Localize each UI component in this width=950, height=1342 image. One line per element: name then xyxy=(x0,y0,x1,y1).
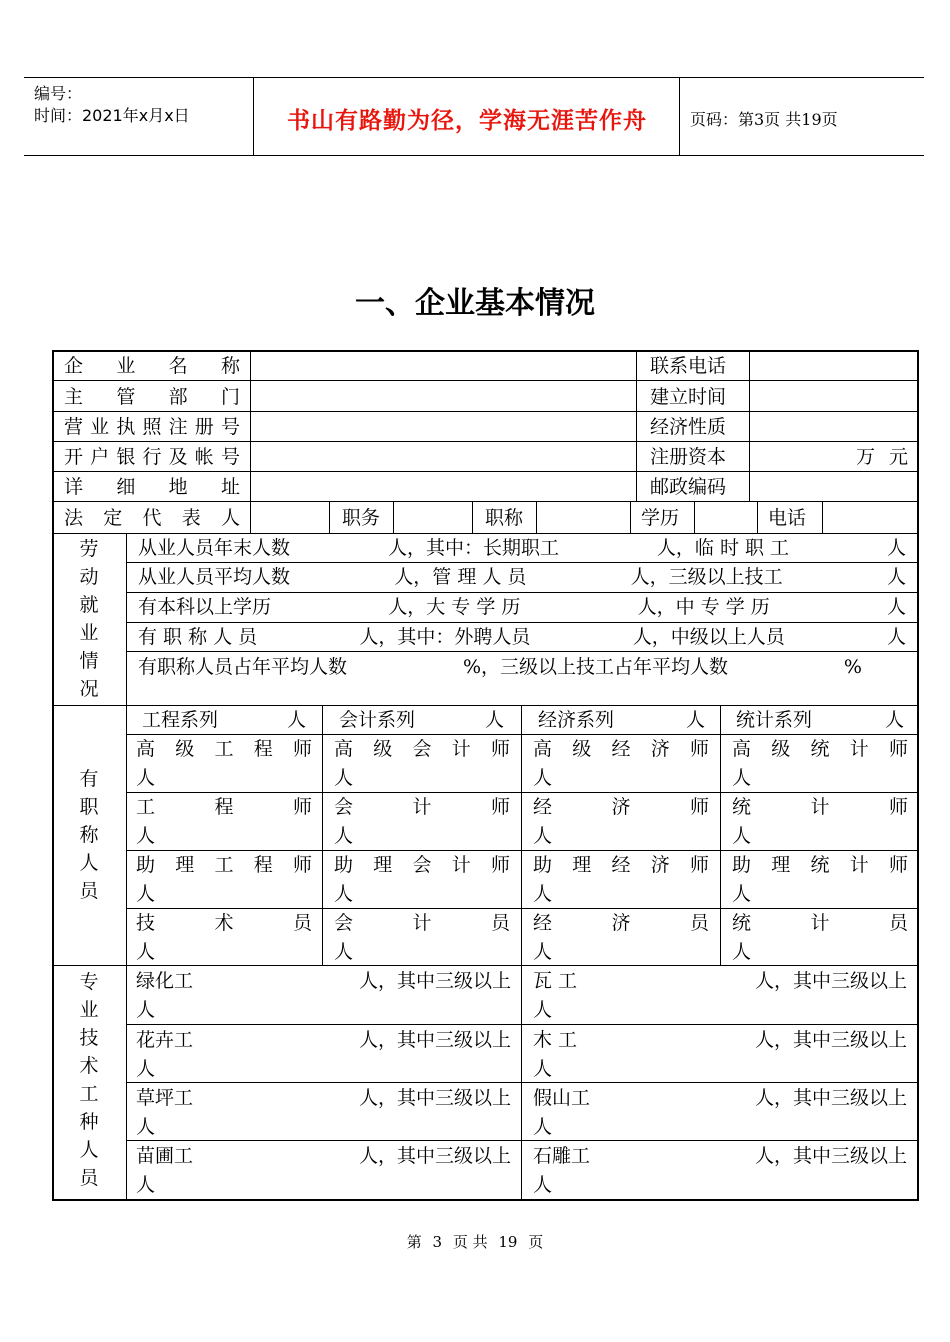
label-char: 统 xyxy=(810,738,830,760)
skill-suffix: 人，其中三级以上 xyxy=(754,1145,907,1167)
label-char: 理 xyxy=(771,854,791,876)
label-char: 员 xyxy=(490,912,510,934)
col-divider xyxy=(250,350,251,533)
label-char: 计 xyxy=(849,738,869,760)
skilled-cell-unit: 人 xyxy=(533,999,553,1021)
label-char: 经 xyxy=(611,854,631,876)
titled-cell-label xyxy=(732,793,908,822)
footer-mid: 页 共 xyxy=(452,1233,488,1251)
titled-cell-label xyxy=(533,909,709,938)
label-char: 济 xyxy=(650,738,670,760)
col-divider xyxy=(536,501,537,533)
labor-line-2 xyxy=(138,563,906,591)
col-divider xyxy=(636,350,637,501)
label-char: 统 xyxy=(732,912,752,934)
skilled-cell-line xyxy=(136,1026,511,1055)
skilled-cell-unit: 人 xyxy=(533,1116,553,1138)
label-char: 会 xyxy=(334,912,354,934)
label-license-no xyxy=(64,413,240,441)
series-statistics: 统计系列 xyxy=(736,709,813,731)
label-position: 职务 xyxy=(342,507,381,529)
label-phone: 电话 xyxy=(768,507,807,529)
titled-cell xyxy=(732,735,908,793)
labor-text: % xyxy=(843,656,862,678)
label-char: 级 xyxy=(572,738,592,760)
label-char: 门 xyxy=(220,386,240,408)
label-char: 师 xyxy=(490,854,510,876)
label-char: 管 xyxy=(116,386,136,408)
col-divider xyxy=(822,501,823,533)
label-char: 员 xyxy=(292,912,312,934)
titled-cell-unit: 人 xyxy=(533,767,553,789)
titled-cell-label xyxy=(136,851,312,880)
label-char: 员 xyxy=(689,912,709,934)
skill-suffix: 人，其中三级以上 xyxy=(358,1087,511,1109)
titled-cell-label xyxy=(136,735,312,764)
titled-cell-label xyxy=(533,851,709,880)
section-skilled-label: 专业技术工种人员 xyxy=(79,971,99,1189)
row-divider xyxy=(52,501,919,502)
label-char: 助 xyxy=(334,854,354,876)
titled-cell xyxy=(334,851,510,909)
skill-suffix: 人，其中三级以上 xyxy=(358,970,511,992)
label-char: 人 xyxy=(220,507,240,529)
titled-cell-label xyxy=(334,909,510,938)
skilled-cell-unit: 人 xyxy=(136,1058,156,1080)
skill-name: 草坪工 xyxy=(136,1087,194,1109)
label-department xyxy=(64,383,240,411)
label-char: 经 xyxy=(533,912,553,934)
label-char: 册 xyxy=(194,416,214,438)
titled-cell xyxy=(732,793,908,851)
skilled-cell-line xyxy=(533,1142,907,1171)
footer-prefix: 第 xyxy=(406,1233,422,1251)
skill-suffix: 人，其中三级以上 xyxy=(754,1029,907,1051)
titled-cell-unit: 人 xyxy=(334,825,354,847)
titled-cell-unit: 人 xyxy=(136,941,156,963)
label-char: 名 xyxy=(168,355,188,377)
labor-line-4 xyxy=(138,623,906,651)
page-title: 一、企业基本情况 xyxy=(355,286,595,321)
titled-cell xyxy=(732,909,908,967)
label-char: 计 xyxy=(810,912,830,934)
labor-text: 从业人员平均人数 xyxy=(138,566,291,588)
row-divider xyxy=(126,651,919,652)
series-unit: 人 xyxy=(686,709,706,731)
label-char: 会 xyxy=(334,796,354,818)
labor-text: 人，中 专 学 历 xyxy=(637,596,770,618)
skilled-cell xyxy=(136,1084,511,1142)
label-char: 代 xyxy=(142,507,162,529)
skilled-cell-unit: 人 xyxy=(136,1116,156,1138)
titled-cell-unit: 人 xyxy=(533,825,553,847)
titled-cell-unit: 人 xyxy=(732,767,752,789)
series-engineering: 工程系列 xyxy=(142,709,219,731)
label-char: 会 xyxy=(412,738,432,760)
skilled-cell xyxy=(136,1026,511,1084)
labor-text: 人 xyxy=(886,596,906,618)
label-char: 济 xyxy=(650,854,670,876)
col-divider xyxy=(630,501,631,533)
skill-name: 石雕工 xyxy=(533,1145,591,1167)
titled-cell xyxy=(533,793,709,851)
label-char: 师 xyxy=(888,796,908,818)
col-divider xyxy=(749,350,750,501)
titled-cell xyxy=(136,909,312,967)
label-char: 济 xyxy=(611,796,631,818)
titled-cell-label xyxy=(732,909,908,938)
titled-cell-label xyxy=(732,735,908,764)
row-divider xyxy=(52,471,919,472)
skilled-cell xyxy=(533,1026,907,1084)
labor-line-3 xyxy=(138,593,906,621)
label-char: 经 xyxy=(611,738,631,760)
footer-total: 19 xyxy=(498,1233,518,1251)
label-char: 高 xyxy=(732,738,752,760)
label-char: 员 xyxy=(888,912,908,934)
label-char: 级 xyxy=(175,738,195,760)
label-char: 统 xyxy=(810,854,830,876)
labor-text: 有职称人员占年平均人数 xyxy=(138,656,348,678)
section-titled-label: 有职称人员 xyxy=(79,768,99,902)
header-page-info: 页码：第3页 共19页 xyxy=(690,110,838,129)
skilled-cell-line xyxy=(136,967,511,996)
titled-cell-label xyxy=(136,793,312,822)
row-divider xyxy=(52,411,919,412)
label-char: 号 xyxy=(220,446,240,468)
titled-cell xyxy=(136,735,312,793)
label-char: 工 xyxy=(214,738,234,760)
footer-current: 3 xyxy=(432,1233,443,1251)
skill-name: 苗圃工 xyxy=(136,1145,194,1167)
titled-cell-unit: 人 xyxy=(732,825,752,847)
label-char: 计 xyxy=(412,912,432,934)
col-divider xyxy=(521,705,522,1201)
label-char: 万 xyxy=(856,446,876,468)
label-char: 理 xyxy=(373,854,393,876)
label-char: 助 xyxy=(732,854,752,876)
skilled-cell xyxy=(533,1142,907,1200)
labor-text: 人，其中：长期职工 xyxy=(387,537,559,559)
label-char: 师 xyxy=(689,738,709,760)
skill-name: 绿化工 xyxy=(136,970,194,992)
label-char: 号 xyxy=(220,416,240,438)
skilled-cell-line xyxy=(136,1084,511,1113)
label-char: 师 xyxy=(689,796,709,818)
labor-text: 有 职 称 人 员 xyxy=(138,626,258,648)
header-time: 时间：2021年x月x日 xyxy=(34,106,190,125)
titled-cell-unit: 人 xyxy=(136,767,156,789)
skilled-cell-line xyxy=(136,1142,511,1171)
label-char: 户 xyxy=(90,446,110,468)
skilled-cell-line xyxy=(533,1026,907,1055)
label-char: 计 xyxy=(412,796,432,818)
label-address xyxy=(64,473,240,501)
labor-text: 人 xyxy=(886,626,906,648)
label-title-rank: 职称 xyxy=(485,507,524,529)
label-char: 计 xyxy=(451,854,471,876)
labor-text: 人，大 专 学 历 xyxy=(388,596,521,618)
col-divider xyxy=(720,705,721,965)
label-char: 表 xyxy=(181,507,201,529)
label-char: 经 xyxy=(533,796,553,818)
titled-cell-unit: 人 xyxy=(533,941,553,963)
skill-suffix: 人，其中三级以上 xyxy=(358,1029,511,1051)
label-char: 行 xyxy=(142,446,162,468)
label-char: 细 xyxy=(116,476,136,498)
titled-cell xyxy=(732,851,908,909)
label-char: 师 xyxy=(888,854,908,876)
titled-cell-label xyxy=(732,851,908,880)
skilled-cell-unit: 人 xyxy=(533,1058,553,1080)
titled-cell xyxy=(533,851,709,909)
titled-cell-label xyxy=(136,909,312,938)
series-unit: 人 xyxy=(885,709,905,731)
label-char: 级 xyxy=(771,738,791,760)
label-char: 法 xyxy=(64,507,84,529)
titled-cell-label xyxy=(334,851,510,880)
labor-text: %，三级以上技工占年平均人数 xyxy=(462,656,728,678)
label-char: 师 xyxy=(490,796,510,818)
document-header xyxy=(24,77,924,156)
label-char: 址 xyxy=(220,476,240,498)
label-char: 统 xyxy=(732,796,752,818)
titled-cell-unit: 人 xyxy=(334,883,354,905)
labor-text: 人，临 时 职 工 xyxy=(656,537,790,559)
skilled-cell-line xyxy=(533,1084,907,1113)
label-char: 理 xyxy=(572,854,592,876)
labor-text: 人，三级以上技工 xyxy=(630,566,783,588)
header-divider xyxy=(679,78,680,155)
label-char: 程 xyxy=(253,854,273,876)
col-divider xyxy=(472,501,473,533)
titled-cell-label xyxy=(334,735,510,764)
skill-suffix: 人，其中三级以上 xyxy=(754,1087,907,1109)
skilled-cell xyxy=(136,1142,511,1200)
label-char: 主 xyxy=(64,386,84,408)
label-postal-code: 邮政编码 xyxy=(650,476,727,498)
label-char: 师 xyxy=(292,854,312,876)
label-char: 定 xyxy=(103,507,123,529)
titled-cell-label xyxy=(533,793,709,822)
label-char: 计 xyxy=(451,738,471,760)
label-char: 助 xyxy=(136,854,156,876)
label-char: 师 xyxy=(689,854,709,876)
titled-cell-unit: 人 xyxy=(334,767,354,789)
labor-text: 人 xyxy=(886,566,906,588)
label-char: 师 xyxy=(888,738,908,760)
label-char: 术 xyxy=(214,912,234,934)
skill-suffix: 人，其中三级以上 xyxy=(358,1145,511,1167)
label-char: 银 xyxy=(116,446,136,468)
labor-line-1 xyxy=(138,534,906,562)
label-char: 助 xyxy=(533,854,553,876)
label-char: 理 xyxy=(175,854,195,876)
skill-name: 花卉工 xyxy=(136,1029,194,1051)
row-divider xyxy=(52,441,919,442)
titled-cell xyxy=(533,735,709,793)
titled-cell-unit: 人 xyxy=(732,883,752,905)
capital-unit xyxy=(856,443,908,471)
titled-cell-label xyxy=(533,735,709,764)
label-registered-capital: 注册资本 xyxy=(650,446,727,468)
label-char: 工 xyxy=(214,854,234,876)
series-economics: 经济系列 xyxy=(538,709,615,731)
labor-line-5 xyxy=(138,653,862,681)
label-char: 计 xyxy=(810,796,830,818)
titled-cell xyxy=(334,793,510,851)
skilled-cell xyxy=(136,967,511,1025)
series-accounting: 会计系列 xyxy=(339,709,416,731)
labor-text: 人，管 理 人 员 xyxy=(394,566,527,588)
skill-suffix: 人，其中三级以上 xyxy=(754,970,907,992)
label-established: 建立时间 xyxy=(650,386,727,408)
col-divider xyxy=(322,705,323,965)
titled-cell-unit: 人 xyxy=(533,883,553,905)
skilled-cell-unit: 人 xyxy=(136,999,156,1021)
label-char: 程 xyxy=(214,796,234,818)
label-char: 业 xyxy=(116,355,136,377)
label-char: 高 xyxy=(334,738,354,760)
titled-cell-unit: 人 xyxy=(732,941,752,963)
label-char: 高 xyxy=(533,738,553,760)
col-divider xyxy=(694,501,695,533)
label-char: 开 xyxy=(64,446,84,468)
header-meta xyxy=(34,83,190,127)
label-char: 业 xyxy=(90,416,110,438)
titled-cell-label xyxy=(334,793,510,822)
skilled-cell xyxy=(533,1084,907,1142)
labor-text: 人，其中：外聘人员 xyxy=(359,626,531,648)
label-char: 计 xyxy=(849,854,869,876)
col-divider xyxy=(757,501,758,533)
labor-text: 从业人员年末人数 xyxy=(138,537,291,559)
skill-name: 木 工 xyxy=(533,1029,578,1051)
label-char: 及 xyxy=(168,446,188,468)
label-contact-phone: 联系电话 xyxy=(650,355,727,377)
titled-cell-unit: 人 xyxy=(334,941,354,963)
titled-cell-unit: 人 xyxy=(136,825,156,847)
label-char: 称 xyxy=(220,355,240,377)
col-divider xyxy=(329,501,330,533)
label-char: 师 xyxy=(490,738,510,760)
label-char: 详 xyxy=(64,476,84,498)
label-char: 师 xyxy=(292,738,312,760)
page-footer xyxy=(0,1231,950,1252)
label-char: 程 xyxy=(253,738,273,760)
col-divider xyxy=(393,501,394,533)
skilled-cell-unit: 人 xyxy=(136,1174,156,1196)
labor-text: 人，中级以上人员 xyxy=(632,626,785,648)
label-char: 级 xyxy=(373,738,393,760)
titled-cell-unit: 人 xyxy=(136,883,156,905)
label-bank-account xyxy=(64,443,240,471)
titled-cell xyxy=(136,851,312,909)
row-divider xyxy=(52,380,919,381)
labor-text: 有本科以上学历 xyxy=(138,596,272,618)
label-company-name xyxy=(64,352,240,380)
series-unit: 人 xyxy=(287,709,307,731)
label-char: 帐 xyxy=(194,446,214,468)
label-char: 注 xyxy=(168,416,188,438)
label-education: 学历 xyxy=(641,507,680,529)
skill-name: 瓦 工 xyxy=(533,970,578,992)
titled-cell xyxy=(334,735,510,793)
label-economy-type: 经济性质 xyxy=(650,416,727,438)
footer-suffix: 页 xyxy=(528,1233,544,1251)
label-char: 济 xyxy=(611,912,631,934)
label-legal-rep xyxy=(64,504,240,532)
titled-cell xyxy=(334,909,510,967)
label-char: 地 xyxy=(168,476,188,498)
titled-cell xyxy=(136,793,312,851)
skilled-cell-unit: 人 xyxy=(533,1174,553,1196)
label-char: 元 xyxy=(888,446,908,468)
label-char: 会 xyxy=(412,854,432,876)
section-labor-label: 劳动就业情况 xyxy=(79,538,99,700)
labor-text: 人 xyxy=(886,537,906,559)
series-unit: 人 xyxy=(485,709,505,731)
skilled-cell xyxy=(533,967,907,1025)
label-char: 部 xyxy=(168,386,188,408)
label-char: 高 xyxy=(136,738,156,760)
label-char: 营 xyxy=(64,416,84,438)
label-char: 照 xyxy=(142,416,162,438)
label-char: 企 xyxy=(64,355,84,377)
label-char: 师 xyxy=(292,796,312,818)
titled-cell xyxy=(533,909,709,967)
skilled-cell-line xyxy=(533,967,907,996)
col-divider xyxy=(126,533,127,1201)
skill-name: 假山工 xyxy=(533,1087,591,1109)
header-motto: 书山有路勤为径，学海无涯苦作舟 xyxy=(287,108,647,134)
label-char: 技 xyxy=(136,912,156,934)
enterprise-form xyxy=(52,350,919,1201)
label-char: 执 xyxy=(116,416,136,438)
header-number: 编号： xyxy=(34,84,83,103)
label-char: 工 xyxy=(136,796,156,818)
